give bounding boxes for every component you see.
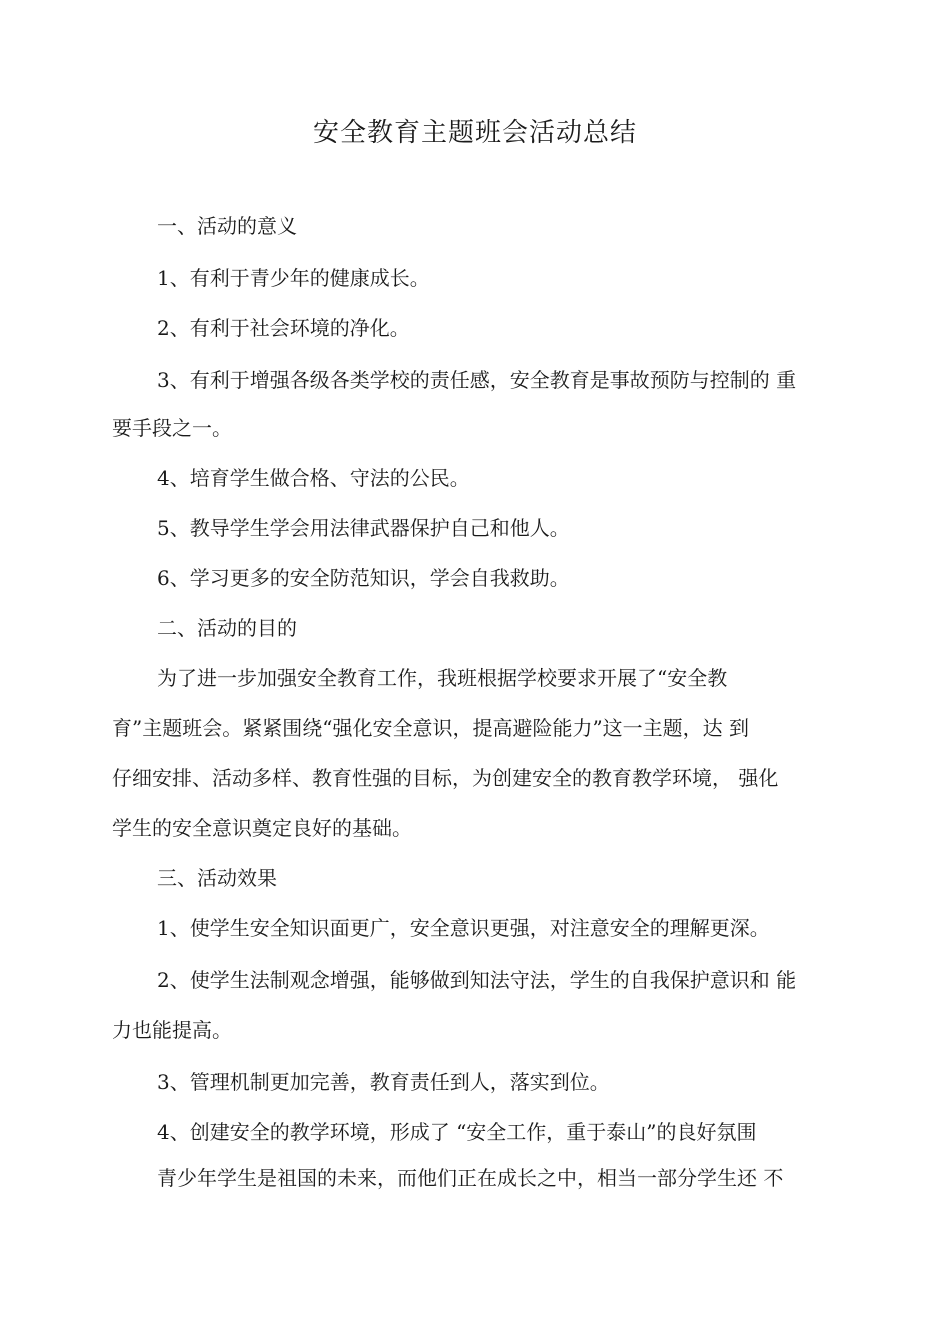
paragraph-line: 要手段之一。 xyxy=(112,416,232,440)
paragraph-line: 力也能提高。 xyxy=(112,1018,232,1042)
paragraph-line: 2、有利于社会环境的净化。 xyxy=(157,316,410,340)
paragraph-line: 6、学习更多的安全防范知识，学会自我救助。 xyxy=(157,566,570,590)
paragraph-line: 5、教导学生学会用法律武器保护自己和他人。 xyxy=(157,516,570,540)
document-title: 安全教育主题班会活动总结 xyxy=(312,118,637,148)
paragraph-line: 育”主题班会。紧紧围绕“强化安全意识，提高避险能力”这一主题，达 到 xyxy=(112,716,750,740)
section-heading: 一、活动的意义 xyxy=(157,214,297,238)
paragraph-line: 3、管理机制更加完善，教育责任到人，落实到位。 xyxy=(157,1070,610,1094)
paragraph-line: 学生的安全意识奠定良好的基础。 xyxy=(112,816,412,840)
paragraph-line: 2、使学生法制观念增强，能够做到知法守法，学生的自我保护意识和 能 xyxy=(157,968,797,992)
section-heading: 二、活动的目的 xyxy=(157,616,297,640)
paragraph-line: 3、有利于增强各级各类学校的责任感，安全教育是事故预防与控制的 重 xyxy=(157,368,797,392)
paragraph-line: 仔细安排、活动多样、教育性强的目标，为创建安全的教育教学环境， 强化 xyxy=(112,766,779,790)
paragraph-line: 4、培育学生做合格、守法的公民。 xyxy=(157,466,470,490)
paragraph-line: 1、使学生安全知识面更广，安全意识更强，对注意安全的理解更深。 xyxy=(157,916,770,940)
paragraph-line: 1、有利于青少年的健康成长。 xyxy=(157,266,430,290)
paragraph-line: 青少年学生是祖国的未来，而他们正在成长之中，相当一部分学生还 不 xyxy=(157,1166,784,1190)
paragraph-line: 4、创建安全的教学环境，形成了 “安全工作，重于泰山”的良好氛围 xyxy=(157,1120,757,1144)
paragraph-line: 为了进一步加强安全教育工作，我班根据学校要求开展了“安全教 xyxy=(157,666,728,690)
section-heading: 三、活动效果 xyxy=(157,866,277,890)
